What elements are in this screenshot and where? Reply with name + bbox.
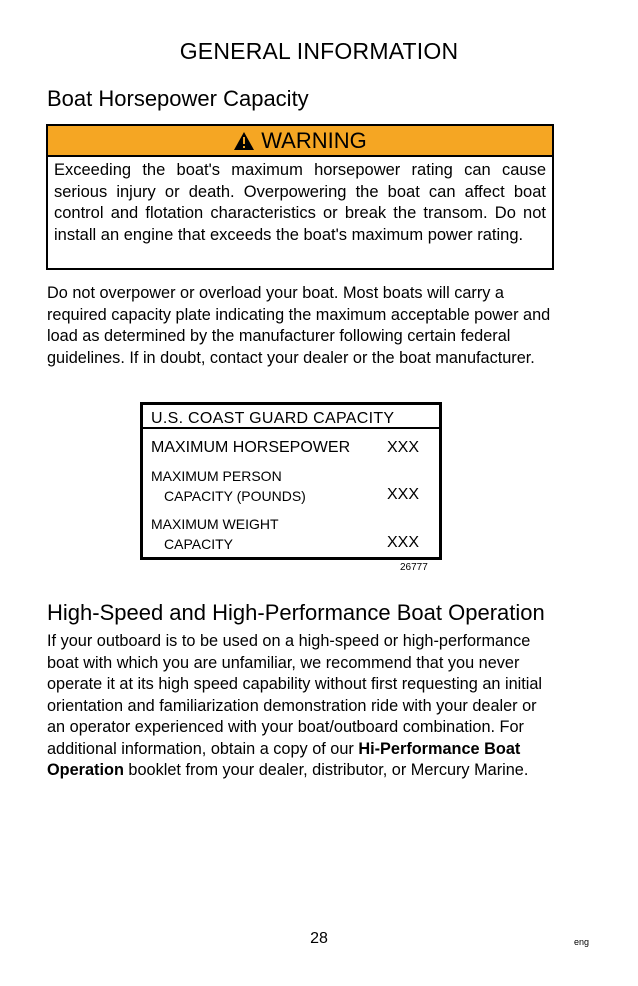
body-text-part: booklet from your dealer, distributor, or Mercury Marine.: [123, 761, 529, 779]
warning-bar: [48, 126, 552, 157]
capacity-plate: [140, 402, 442, 560]
plate-label: MAXIMUM HORSEPOWER: [151, 439, 351, 456]
plate-row-horsepower: [143, 439, 439, 457]
plate-value: XXX: [386, 534, 419, 551]
booklet-title: Hi-Performance Boat Operation: [47, 739, 521, 779]
page-number: 28: [310, 930, 328, 947]
page-header: GENERAL INFORMATION: [179, 38, 459, 64]
horsepower-body-text: Do not overpower or overload your boat. Most boats will carry a required capacity plate indicating the maximum acceptable power and load as determined by the manufacturer following certain federal guidelines. If in doubt, contact your dealer or the boat manufacturer.: [47, 284, 551, 367]
warning-text: Exceeding the boat's maximum horsepower rating can cause serious injury or death. Overpowering the boat can affect boat control and flotation characteristics or break the transom. Do not install an engine that exceeds the boat's maximum power rating.: [54, 161, 546, 244]
plate-value: XXX: [386, 486, 419, 503]
body-text-part: If your outboard is to be used on a high-speed or high-performance boat with which you are unfamiliar, we recommend that you never operate it at its high speed capability without first requesting an initial orientation and familiarization demonstration ride with your dealer or an operator experienced with your boat/outboard combination. For additional information, obtain a copy of our: [47, 632, 543, 758]
figure-number: 26777: [400, 562, 428, 573]
plate-label-2: CAPACITY (POUNDS): [164, 488, 306, 504]
plate-label: MAXIMUM PERSON: [151, 468, 282, 484]
language-code: eng: [574, 937, 590, 947]
plate-label: MAXIMUM WEIGHT: [151, 516, 279, 532]
high-speed-body-text: [47, 631, 557, 782]
section-heading-high-speed: High-Speed and High-Performance Boat Operation: [47, 600, 545, 625]
plate-value: XXX: [386, 439, 419, 456]
plate-row-person-capacity: [143, 466, 439, 506]
warning-triangle-icon: [233, 131, 255, 151]
plate-title: U.S. COAST GUARD CAPACITY: [143, 405, 439, 429]
warning-label: WARNING: [261, 127, 367, 153]
warning-box: [46, 124, 554, 270]
plate-label-2: CAPACITY: [164, 536, 233, 552]
plate-row-weight-capacity: [143, 514, 439, 554]
section-heading-horsepower: Boat Horsepower Capacity: [47, 86, 309, 111]
